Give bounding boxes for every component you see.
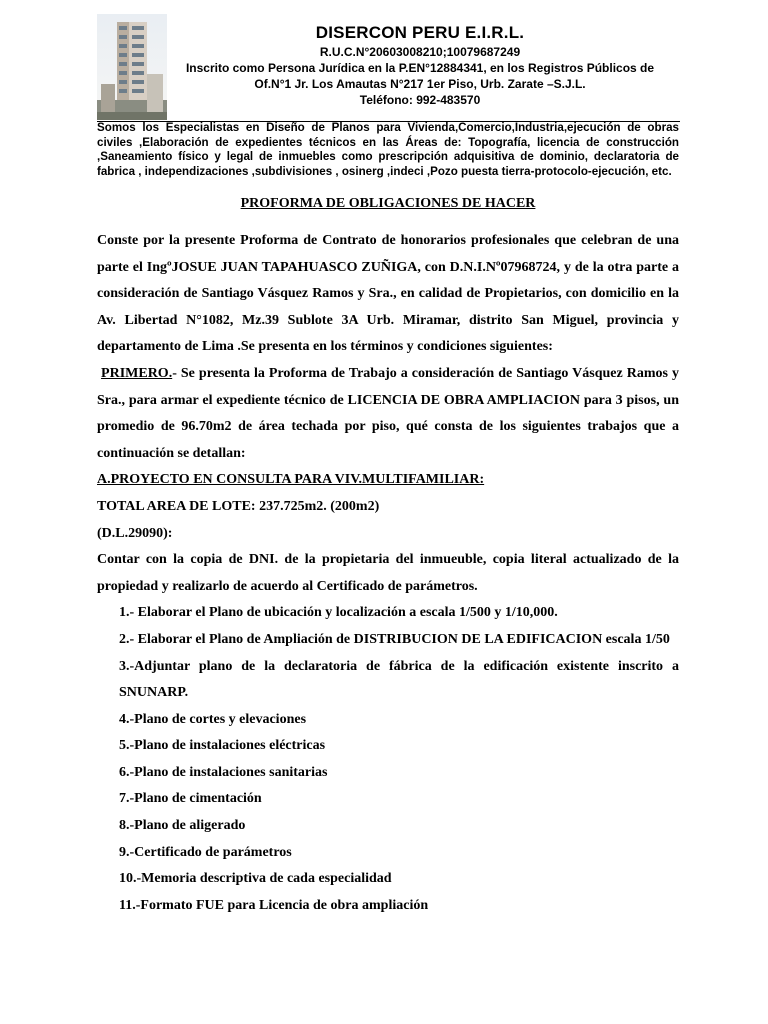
section-a-heading: A.PROYECTO EN CONSULTA PARA VIV.MULTIFAMILIAR: [97, 472, 485, 488]
list-item: 2.- Elaborar el Plano de Ampliación de DISTRIBUCION DE LA EDIFICACION escala 1/50 [119, 631, 670, 647]
requirements-paragraph: Contar con la copia de DNI. de la propietaria del inmueuble, copia literal actualizado de la propiedad y realizarlo de acuerdo al Certificado de parámetros. [97, 552, 679, 594]
list-item: 10.-Memoria descriptiva de cada especialidad [119, 871, 392, 887]
registration-line: Inscrito como Persona Jurídica en la P.EN°12884341, en los Registros Públicos de [185, 61, 655, 75]
list-item: 11.-Formato FUE para Licencia de obra ampliación [119, 897, 429, 913]
list-item: 3.-Adjuntar plano de la declaratoria de fábrica de la edificación existente inscrito a SNUNARP. [119, 658, 679, 701]
letterhead [170, 22, 670, 108]
list-item: 5.-Plano de instalaciones eléctricas [119, 738, 326, 754]
company-name: DISERCON PERU E.I.R.L. [315, 23, 525, 42]
building-logo [97, 14, 167, 120]
list-item: 4.-Plano de cortes y elevaciones [119, 711, 307, 727]
primero-text: - Se presenta la Proforma de Trabajo a consideración de Santiago Vásquez Ramos y Sra., para armar el expediente técnico de LICENCIA DE OBRA AMPLIACION para 3 pisos, un promedio de 96.70m2 de área techada por piso, qué consta de los siguientes trabajos que a continuación se detallan: [97, 365, 679, 461]
ruc-number: R.U.C.N°20603008210;10079687249 [319, 45, 521, 59]
services-intro: Somos los Especialistas en Diseño de Planos para Vivienda,Comercio,Industria,ejecución de obras civiles ,Elaboración de expedientes técnicos en las Áreas de: Topografía, licencia de construcción ,Saneamiento físico y legal de inmuebles como prescripción adquisitiva de dominio, declaratoria de fabrica , independizaciones ,subdivisiones , osinerg ,indeci ,Pozo puesta tierra-protocolo-ejecución, etc. [97, 121, 679, 178]
primero-paragraph [97, 361, 679, 467]
decree-reference: (D.L.29090): [97, 525, 173, 541]
list-item: 8.-Plano de aligerado [119, 818, 246, 834]
list-item: 1.- Elaborar el Plano de ubicación y localización a escala 1/500 y 1/10,000. [119, 605, 558, 621]
document-title: PROFORMA DE OBLIGACIONES DE HACER [240, 196, 536, 211]
primero-label: PRIMERO. [101, 365, 173, 381]
address-line: Of.N°1 Jr. Los Amautas N°217 1er Piso, Urb. Zarate –S.J.L. [254, 77, 586, 91]
phone-line: Teléfono: 992-483570 [359, 93, 481, 107]
contract-paragraph: Conste por la presente Proforma de Contrato de honorarios profesionales que celebran de una parte el IngºJOSUE JUAN TAPAHUASCO ZUÑIGA, con D.N.I.Nº07968724, y de la otra parte a consideración de Santiago Vásquez Ramos y Sra., en calidad de Propietarios, con domicilio en la Av. Libertad N°1082, Mz.39 Sublote 3A Urb. Miramar, distrito San Miguel, provincia y departamento de Lima .Se presenta en los términos y condiciones siguientes: [97, 233, 679, 355]
document-body [97, 228, 679, 919]
list-item: 6.-Plano de instalaciones sanitarias [119, 764, 328, 780]
list-item: 9.-Certificado de parámetros [119, 844, 292, 860]
list-item: 7.-Plano de cimentación [119, 791, 262, 807]
total-area: TOTAL AREA DE LOTE: 237.725m2. (200m2) [97, 498, 380, 514]
